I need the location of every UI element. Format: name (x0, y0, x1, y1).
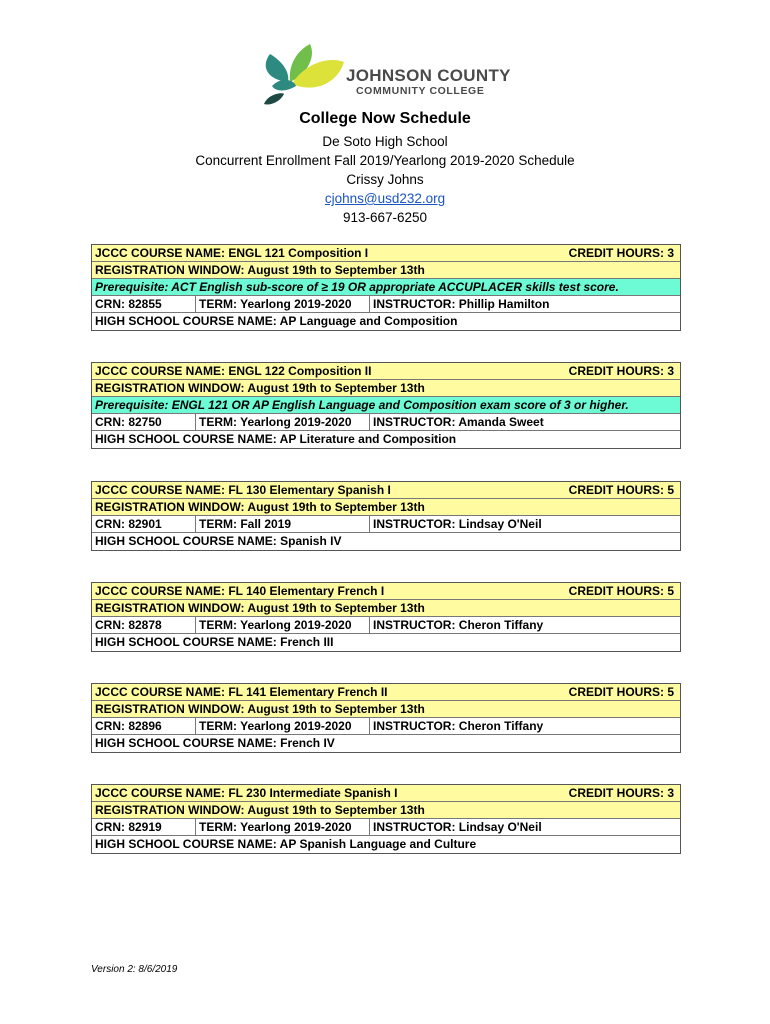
course-name-row (92, 785, 680, 802)
crn: CRN: 82855 (95, 297, 162, 311)
registration-window: REGISTRATION WINDOW: August 19th to September 13th (95, 263, 425, 277)
registration-row (92, 499, 680, 516)
credit-hours: CREDIT HOURS: 3 (568, 364, 674, 378)
crn: CRN: 82919 (95, 820, 162, 834)
contact-name: Crissy Johns (346, 172, 424, 187)
course-name: JCCC COURSE NAME: ENGL 122 Composition II (95, 364, 372, 378)
registration-window: REGISTRATION WINDOW: August 19th to September 13th (95, 803, 425, 817)
course-name: JCCC COURSE NAME: ENGL 121 Composition I (95, 246, 369, 260)
term: TERM: Yearlong 2019-2020 (195, 819, 369, 836)
credit-hours: CREDIT HOURS: 5 (568, 483, 674, 497)
course-block (91, 481, 681, 551)
course-block (91, 362, 681, 449)
registration-row (92, 262, 680, 279)
instructor: INSTRUCTOR: Cheron Tiffany (369, 718, 543, 735)
course-name-row (92, 363, 680, 380)
credit-hours: CREDIT HOURS: 5 (568, 685, 674, 699)
prerequisite: Prerequisite: ACT English sub-score of ≥ 19 OR appropriate ACCUPLACER skills test score. (95, 280, 619, 294)
course-name-row (92, 684, 680, 701)
crn-row (92, 718, 680, 735)
registration-row (92, 701, 680, 718)
crn-row (92, 819, 680, 836)
registration-row (92, 802, 680, 819)
crn: CRN: 82901 (95, 517, 162, 531)
logo-text-line2: COMMUNITY COLLEGE (356, 85, 485, 97)
course-name-row (92, 245, 680, 262)
hs-course-name: HIGH SCHOOL COURSE NAME: French III (95, 635, 334, 649)
prerequisite: Prerequisite: ENGL 121 OR AP English Language and Composition exam score of 3 or higher. (95, 398, 629, 412)
course-block (91, 784, 681, 854)
hs-course-name: HIGH SCHOOL COURSE NAME: AP Language and Composition (95, 314, 458, 328)
instructor: INSTRUCTOR: Lindsay O'Neil (369, 516, 542, 533)
schedule-subtitle: Concurrent Enrollment Fall 2019/Yearlong 2019-2020 Schedule (195, 153, 575, 168)
hs-course-row (92, 735, 680, 752)
course-name: JCCC COURSE NAME: FL 141 Elementary French II (95, 685, 388, 699)
registration-window: REGISTRATION WINDOW: August 19th to September 13th (95, 702, 425, 716)
leaf-logo-icon (258, 42, 348, 114)
logo-text-line1: JOHNSON COUNTY (346, 66, 511, 85)
course-block (91, 582, 681, 652)
term: TERM: Yearlong 2019-2020 (195, 617, 369, 634)
registration-window: REGISTRATION WINDOW: August 19th to September 13th (95, 601, 425, 615)
course-block (91, 683, 681, 753)
course-name: JCCC COURSE NAME: FL 130 Elementary Spanish I (95, 483, 391, 497)
crn-row (92, 516, 680, 533)
instructor: INSTRUCTOR: Lindsay O'Neil (369, 819, 542, 836)
version-footer: Version 2: 8/6/2019 (91, 964, 178, 975)
hs-course-row (92, 634, 680, 651)
hs-course-row (92, 313, 680, 330)
registration-window: REGISTRATION WINDOW: August 19th to September 13th (95, 381, 425, 395)
credit-hours: CREDIT HOURS: 5 (568, 584, 674, 598)
hs-course-row (92, 836, 680, 853)
crn-row (92, 296, 680, 313)
hs-course-row (92, 533, 680, 550)
instructor: INSTRUCTOR: Amanda Sweet (369, 414, 544, 431)
hs-course-row (92, 431, 680, 448)
term: TERM: Fall 2019 (195, 516, 369, 533)
course-name: JCCC COURSE NAME: FL 230 Intermediate Spanish I (95, 786, 398, 800)
course-name-row (92, 583, 680, 600)
term: TERM: Yearlong 2019-2020 (195, 414, 369, 431)
page-title: College Now Schedule (299, 110, 471, 127)
credit-hours: CREDIT HOURS: 3 (568, 786, 674, 800)
instructor: INSTRUCTOR: Cheron Tiffany (369, 617, 543, 634)
contact-phone: 913-667-6250 (342, 210, 428, 225)
prerequisite-row (92, 279, 680, 296)
term: TERM: Yearlong 2019-2020 (195, 296, 369, 313)
course-name-row (92, 482, 680, 499)
hs-course-name: HIGH SCHOOL COURSE NAME: Spanish IV (95, 534, 342, 548)
crn: CRN: 82750 (95, 415, 162, 429)
contact-email-link[interactable]: cjohns@usd232.org (324, 191, 446, 206)
crn-row (92, 617, 680, 634)
hs-course-name: HIGH SCHOOL COURSE NAME: AP Literature and Composition (95, 432, 457, 446)
prerequisite-row (92, 397, 680, 414)
course-name: JCCC COURSE NAME: FL 140 Elementary French I (95, 584, 385, 598)
hs-course-name: HIGH SCHOOL COURSE NAME: French IV (95, 736, 335, 750)
crn: CRN: 82896 (95, 719, 162, 733)
crn: CRN: 82878 (95, 618, 162, 632)
registration-row (92, 600, 680, 617)
instructor: INSTRUCTOR: Phillip Hamilton (369, 296, 549, 313)
registration-window: REGISTRATION WINDOW: August 19th to September 13th (95, 500, 425, 514)
jccc-logo (258, 42, 518, 114)
crn-row (92, 414, 680, 431)
school-name: De Soto High School (322, 134, 448, 149)
hs-course-name: HIGH SCHOOL COURSE NAME: AP Spanish Language and Culture (95, 837, 477, 851)
course-block (91, 244, 681, 331)
term: TERM: Yearlong 2019-2020 (195, 718, 369, 735)
credit-hours: CREDIT HOURS: 3 (568, 246, 674, 260)
registration-row (92, 380, 680, 397)
